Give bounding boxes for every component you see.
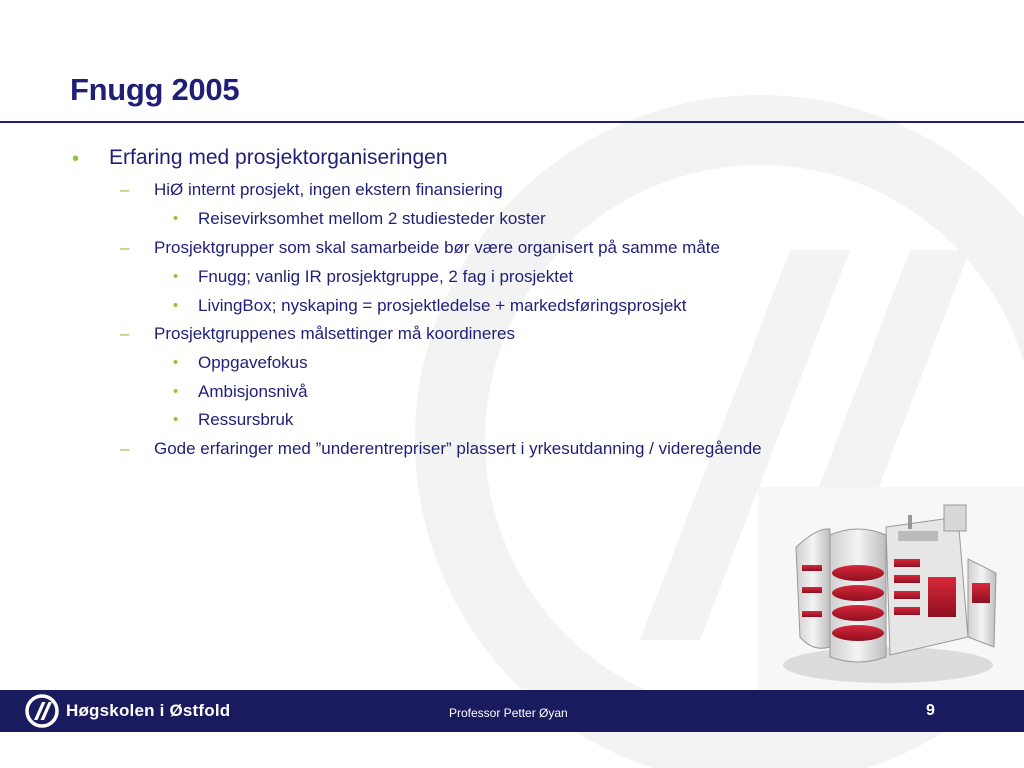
bullet-item-level2: Gode erfaringer med ”underentrepriser” plassert i yrkesutdanning / videregående bbox=[154, 439, 762, 458]
dash-marker: – bbox=[120, 238, 130, 257]
bullet-item-level2: Prosjektgrupper som skal samarbeide bør være organisert på samme måte bbox=[154, 238, 720, 257]
hiof-logo-icon bbox=[24, 693, 60, 729]
bullet-marker: • bbox=[173, 383, 179, 400]
bullet-item-level3: Reisevirksomhet mellom 2 studiesteder koster bbox=[198, 209, 546, 228]
bullet-item-level1: Erfaring med prosjektorganiseringen bbox=[109, 146, 448, 169]
bullet-item-level3: Ressursbruk bbox=[198, 410, 294, 429]
bullet-marker: • bbox=[173, 297, 179, 314]
bullet-item-level2: HiØ internt prosjekt, ingen ekstern finansiering bbox=[154, 180, 503, 199]
bullet-marker: • bbox=[173, 354, 179, 371]
bullet-marker: • bbox=[72, 148, 80, 170]
dash-marker: – bbox=[120, 439, 130, 458]
bullet-item-level3: Fnugg; vanlig IR prosjektgruppe, 2 fag i prosjektet bbox=[198, 267, 574, 286]
bullet-marker: • bbox=[173, 268, 179, 285]
title-divider bbox=[0, 121, 1024, 123]
slide-title: Fnugg 2005 bbox=[70, 72, 240, 107]
bullet-marker: • bbox=[173, 411, 179, 428]
dash-marker: – bbox=[120, 180, 130, 199]
bullet-item-level3: LivingBox; nyskaping = prosjektledelse + markedsføringsprosjekt bbox=[198, 296, 687, 315]
bullet-marker: • bbox=[173, 210, 179, 227]
bullet-item-level3: Ambisjonsnivå bbox=[198, 382, 308, 401]
bullet-item-level2: Prosjektgruppenes målsettinger må koordineres bbox=[154, 324, 515, 343]
dash-marker: – bbox=[120, 324, 130, 343]
bullet-item-level3: Oppgavefokus bbox=[198, 353, 308, 372]
livingbox-kitchen-module-image bbox=[758, 487, 1024, 691]
footer-author: Professor Petter Øyan bbox=[449, 706, 568, 720]
institution-name: Høgskolen i Østfold bbox=[66, 701, 231, 720]
page-number: 9 bbox=[926, 702, 935, 719]
footer-bar bbox=[0, 690, 1024, 732]
